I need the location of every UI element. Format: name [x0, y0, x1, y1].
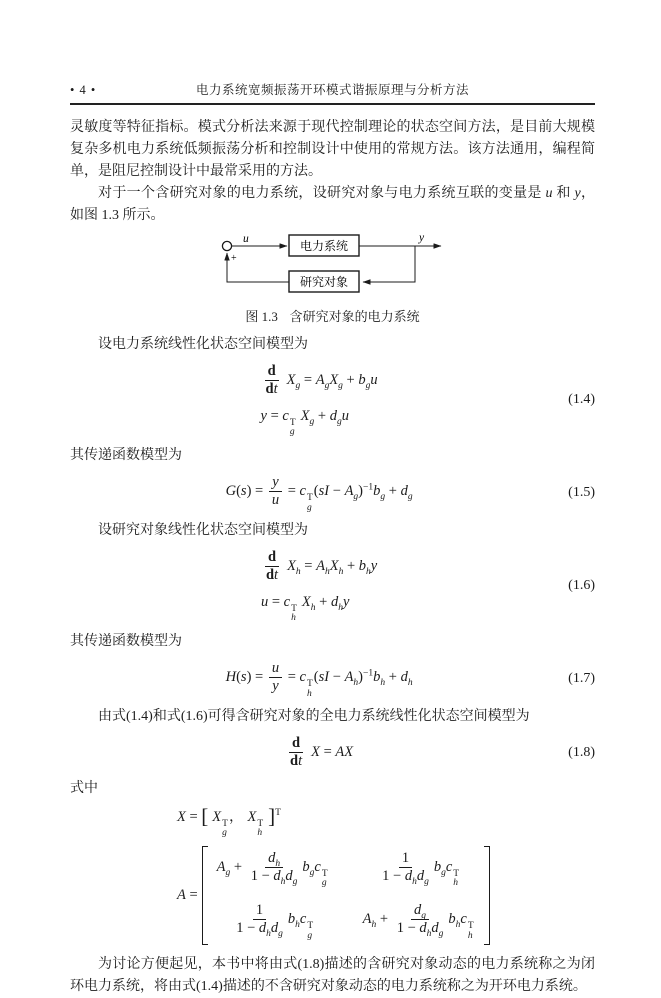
block-diagram — [219, 231, 447, 293]
equation-1-8-number: (1.8) — [568, 744, 595, 760]
paragraph-where: 式中 — [70, 780, 98, 796]
paragraph-intro-figure: 对于一个含研究对象的电力系统，设研究对象与电力系统互联的变量是 u 和 y，如图 1.3 所示。 — [70, 186, 596, 223]
a-matrix-lhs: A = — [177, 886, 198, 903]
equation-1-4-line1: $\frac{d}{dt}$ $X_g = A_gX_g + b_gu$ — [265, 363, 378, 398]
equation-1-6 — [70, 549, 595, 624]
matrix-right-bracket — [484, 846, 490, 945]
page-number: • 4 • — [70, 83, 97, 97]
equation-1-5 — [70, 474, 595, 513]
equation-1-4-line2: y = c T g $X_g + d_gu$ — [260, 407, 349, 438]
study-object-label: 研究对象 — [299, 275, 348, 289]
signal-u-label: u — [242, 233, 249, 245]
figure-caption-text: 含研究对象的电力系统 — [289, 309, 420, 324]
a-matrix — [202, 846, 490, 945]
feedback-branch-line — [363, 246, 415, 282]
paragraph-naming-convention: 为讨论方便起见，本书中将由式(1.8)描述的含研究对象动态的电力系统称之为闭环电力系统，将由式(1.4)描述的不含研究对象动态的电力系统称之为开环电力系统。 — [70, 957, 595, 995]
signal-y-label: y — [418, 232, 424, 244]
paragraph-power-model: 设电力系统线性化状态空间模型为 — [98, 337, 308, 352]
equation-1-5-number: (1.5) — [568, 485, 595, 501]
equation-x-definition: X = [ X T g ， X T h ]$^T$ — [177, 803, 281, 839]
equation-1-6-number: (1.6) — [568, 578, 595, 594]
book-title: 电力系统宽频振荡开环模式谐振原理与分析方法 — [195, 83, 469, 97]
figure-block-diagram — [70, 231, 595, 325]
equation-1-7 — [70, 660, 595, 699]
equation-1-7-number: (1.7) — [568, 671, 595, 687]
figure-caption — [70, 306, 595, 325]
equation-a-matrix — [177, 846, 595, 945]
paragraph-transfer-g: 其传递函数模型为 — [70, 447, 182, 463]
equation-1-8-body: $\frac{d}{dt}$ X = AX — [290, 735, 354, 770]
paragraph-study-model: 设研究对象线性化状态空间模型为 — [98, 523, 308, 538]
equation-1-6-line1: $\frac{d}{dt}$ $X_h = A_hX_h + b_hy$ — [265, 549, 378, 584]
equation-1-7-body: H(s) = $\frac{u}{y}$ = c T h $(sI - A_h)^{-1}b_h + d_h$ — [225, 659, 413, 699]
page-header — [70, 80, 595, 105]
plus-sign-label: + — [230, 253, 237, 264]
paragraph-continuation: 灵敏度等特征指标。模式分析法来源于现代控制理论的状态空间方法，是目前大规模复杂多机电力系统低频振荡分析和控制设计中使用的常规方法。该方法通用，编程简单，是阻尼控制设计中最常采用的方法。 — [70, 120, 595, 179]
paragraph-transfer-h: 其传递函数模型为 — [70, 633, 182, 649]
equation-1-8 — [70, 735, 595, 771]
matrix-cell-22: $A_h$ + $\frac{d_g}{1 - d_hd_g}$ $b_hc$ T h — [362, 901, 474, 941]
matrix-cell-21: $\frac{1}{1 - d_hd_g}$ $b_hc$ T g — [236, 901, 314, 941]
equation-1-4-number: (1.4) — [568, 392, 595, 408]
equation-1-4 — [70, 363, 595, 438]
matrix-cell-12: $\frac{1}{1 - d_hd_g}$ $b_gc$ T h — [382, 849, 460, 889]
equation-1-6-line2: u = c T h $X_h + d_hy$ — [260, 593, 350, 624]
matrix-left-bracket — [202, 846, 208, 945]
matrix-cell-11: $A_g$ + $\frac{d_h}{1 - d_hd_g}$ $b_gc$ T g — [216, 849, 328, 889]
equation-1-5-body: G(s) = $\frac{y}{u}$ = c T g $(sI - A_g)^{-1}b_g + d_g$ — [225, 473, 413, 513]
page-body — [70, 117, 595, 998]
summing-junction-icon — [222, 241, 231, 250]
paragraph-combined-model: 由式(1.4)和式(1.6)可得含研究对象的全电力系统线性化状态空间模型为 — [98, 709, 530, 724]
power-system-label: 电力系统 — [299, 239, 348, 253]
figure-caption-number: 图 1.3 — [245, 309, 278, 324]
